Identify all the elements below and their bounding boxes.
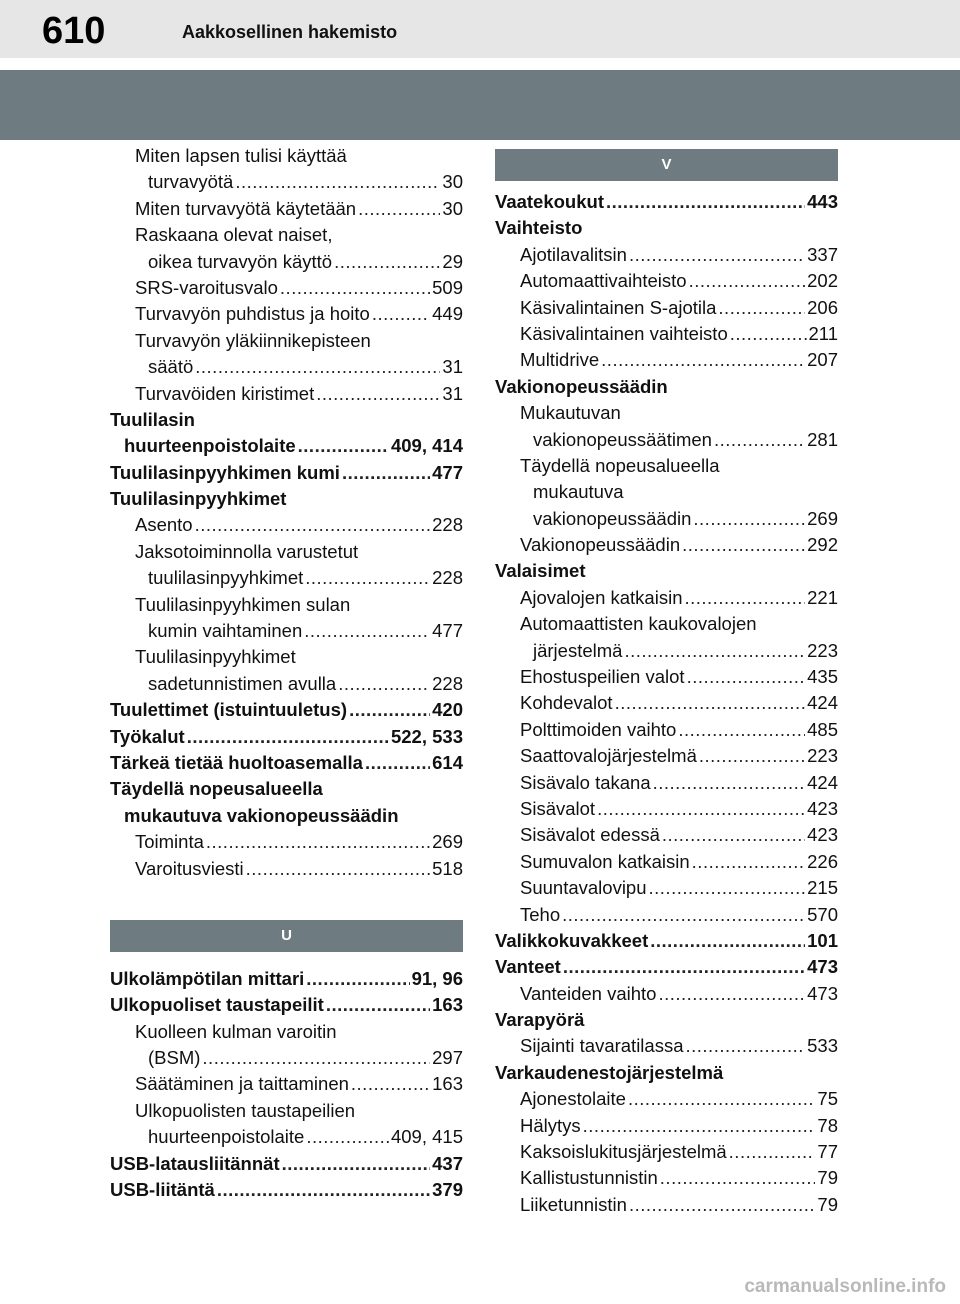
- index-entry-term: huurteenpoistolaite: [124, 435, 296, 457]
- index-entry: [110, 724, 463, 750]
- index-entry: [110, 301, 463, 327]
- watermark: carmanualsonline.info: [744, 1276, 946, 1297]
- index-entry: [495, 849, 838, 875]
- index-entry: [110, 592, 463, 618]
- index-entry-term: mukautuva vakionopeussäädin: [124, 804, 399, 826]
- index-entry: [495, 215, 838, 241]
- index-entry-page: 226: [807, 850, 838, 872]
- index-entry: [495, 479, 838, 505]
- index-entry: [110, 1072, 463, 1098]
- index-list-v: [495, 189, 838, 1218]
- dot-leader: [624, 638, 805, 664]
- index-entry: [495, 822, 838, 848]
- index-entry: [495, 1165, 838, 1191]
- index-entry: [110, 433, 463, 459]
- index-entry-term: Turvavyön yläkiinnikepisteen: [135, 329, 371, 351]
- index-entry: [495, 427, 838, 453]
- dot-leader: [629, 1192, 815, 1218]
- index-entry: [110, 381, 463, 407]
- index-entry: [495, 295, 838, 321]
- dot-leader: [562, 902, 805, 928]
- index-entry-term: Mukautuvan: [520, 402, 621, 424]
- dot-leader: [686, 1033, 806, 1059]
- dot-leader: [650, 928, 805, 954]
- dot-leader: [206, 829, 430, 855]
- index-entry-page: 223: [807, 745, 838, 767]
- index-entry-term: Sisävalot edessä: [520, 824, 660, 846]
- index-entry-term: Turvavyön puhdistus ja hoito: [135, 303, 370, 325]
- index-entry: [110, 222, 463, 248]
- index-entry-page: 269: [807, 507, 838, 529]
- index-entry-term: Vaihteisto: [495, 217, 583, 239]
- index-entry-page: 79: [817, 1167, 838, 1189]
- dot-leader: [692, 849, 805, 875]
- index-entry-page: 31: [442, 356, 463, 378]
- index-entry: [495, 400, 838, 426]
- dot-leader: [628, 1086, 815, 1112]
- index-entry: [110, 143, 463, 169]
- dot-leader: [282, 1151, 431, 1177]
- index-entry-term: Säätäminen ja taittaminen: [135, 1073, 349, 1095]
- index-entry-term: Ulkolämpötilan mittari: [110, 967, 305, 989]
- index-entry-page: 75: [817, 1088, 838, 1110]
- dot-leader: [349, 697, 430, 723]
- index-entry-page: 518: [432, 857, 463, 879]
- header-bar: [0, 0, 960, 58]
- index-entry-page: 228: [432, 567, 463, 589]
- index-entry-term: Kaksoislukitusjärjestelmä: [520, 1141, 727, 1163]
- dot-leader: [601, 347, 805, 373]
- index-entry-page: 522, 533: [390, 725, 463, 747]
- dot-leader: [682, 532, 805, 558]
- dot-leader: [306, 966, 409, 992]
- index-entry-term: Varapyörä: [495, 1009, 585, 1031]
- index-entry-term: Ulkopuolisten taustapeilien: [135, 1099, 356, 1121]
- dot-leader: [235, 169, 440, 195]
- index-entry-page: 449: [432, 303, 463, 325]
- index-entry-page: 614: [432, 751, 463, 773]
- index-entry: [495, 1086, 838, 1112]
- index-entry-page: 29: [442, 250, 463, 272]
- index-entry: [495, 1060, 838, 1086]
- index-entry-term: Kohdevalot: [520, 692, 613, 714]
- index-column-left: [110, 143, 463, 1203]
- index-entry-page: 443: [807, 190, 838, 212]
- index-entry: [495, 532, 838, 558]
- index-entry-term: Asento: [135, 514, 193, 536]
- index-entry-term: Tuulettimet (istuintuuletus): [110, 699, 348, 721]
- index-entry-term: kumin vaihtaminen: [148, 620, 303, 642]
- index-entry-term: Tuulilasinpyyhkimen kumi: [110, 461, 340, 483]
- index-entry: [495, 189, 838, 215]
- index-entry-term: Sijainti tavaratilassa: [520, 1035, 684, 1057]
- index-entry: [495, 875, 838, 901]
- index-entry-term: Hälytys: [520, 1114, 581, 1136]
- index-entry-page: 78: [817, 1114, 838, 1136]
- index-entry-term: Vaatekoukut: [495, 190, 604, 212]
- index-entry: [110, 1045, 463, 1071]
- index-entry-term: Tuulilasin: [110, 408, 195, 430]
- index-entry: [495, 1139, 838, 1165]
- index-entry-page: 223: [807, 639, 838, 661]
- index-entry: [110, 486, 463, 512]
- dot-leader: [298, 433, 389, 459]
- index-entry-term: Vanteiden vaihto: [520, 982, 657, 1004]
- index-entry-page: 409, 414: [390, 435, 463, 457]
- index-entry-page: 101: [807, 929, 838, 951]
- index-entry-term: vakionopeussäätimen: [533, 428, 712, 450]
- index-entry: [110, 407, 463, 433]
- index-entry: [495, 1113, 838, 1139]
- index-entry-term: Varkaudenestojärjestelmä: [495, 1061, 724, 1083]
- index-entry-page: 423: [807, 824, 838, 846]
- index-entry-term: Multidrive: [520, 349, 600, 371]
- index-entry: [495, 585, 838, 611]
- index-entry: [495, 928, 838, 954]
- index-entry-page: 207: [807, 349, 838, 371]
- index-entry: [110, 1151, 463, 1177]
- dot-leader: [563, 954, 805, 980]
- dot-leader: [338, 671, 430, 697]
- index-entry-page: 228: [432, 514, 463, 536]
- index-entry-term: säätö: [148, 356, 194, 378]
- index-entry-page: 292: [807, 534, 838, 556]
- index-entry: [495, 506, 838, 532]
- dot-leader: [372, 301, 430, 327]
- dot-leader: [583, 1113, 816, 1139]
- dot-leader: [195, 354, 440, 380]
- dot-leader: [316, 381, 440, 407]
- index-entry-page: 337: [807, 243, 838, 265]
- index-entry-page: 437: [432, 1152, 463, 1174]
- dot-leader: [687, 664, 806, 690]
- index-entry-term: Sisävalo takana: [520, 771, 651, 793]
- index-entry-page: 533: [807, 1035, 838, 1057]
- index-entry: [495, 374, 838, 400]
- index-entry-term: Vakionopeussäädin: [495, 375, 668, 397]
- index-entry-term: Raskaana olevat naiset,: [135, 224, 333, 246]
- index-entry-term: tuulilasinpyyhkimet: [148, 567, 304, 589]
- dot-leader: [306, 1124, 389, 1150]
- index-entry-term: Miten turvavyötä käytetään: [135, 197, 357, 219]
- dot-leader: [658, 981, 805, 1007]
- index-entry: [495, 268, 838, 294]
- dot-leader: [653, 770, 806, 796]
- index-entry: [495, 981, 838, 1007]
- dot-leader: [729, 1139, 816, 1165]
- index-entry-page: 485: [807, 718, 838, 740]
- index-entry-term: Automaattisten kaukovalojen: [520, 613, 757, 635]
- index-entry-term: Toiminta: [135, 831, 204, 853]
- index-entry: [495, 453, 838, 479]
- dot-leader: [649, 875, 806, 901]
- index-entry-page: 30: [442, 197, 463, 219]
- index-entry: [110, 1124, 463, 1150]
- index-entry: [495, 1034, 838, 1060]
- index-entry-term: sadetunnistimen avulla: [148, 672, 337, 694]
- index-entry-term: vakionopeussäädin: [533, 507, 692, 529]
- index-entry-page: 221: [807, 586, 838, 608]
- index-entry-term: Tuulilasinpyyhkimet: [135, 646, 296, 668]
- index-entry: [110, 512, 463, 538]
- index-entry-page: 473: [807, 982, 838, 1004]
- index-entry-term: Tärkeä tietää huoltoasemalla: [110, 751, 363, 773]
- index-entry: [495, 638, 838, 664]
- dot-leader: [714, 427, 805, 453]
- index-entry-term: Vanteet: [495, 956, 561, 978]
- index-entry-term: Liiketunnistin: [520, 1193, 627, 1215]
- index-entry-term: turvavyötä: [148, 171, 234, 193]
- dot-leader: [718, 295, 805, 321]
- section-title: Aakkosellinen hakemisto: [182, 22, 398, 42]
- index-entry: [495, 717, 838, 743]
- dot-leader: [334, 249, 440, 275]
- index-entry-term: Täydellä nopeusalueella: [110, 778, 323, 800]
- index-entry: [110, 1019, 463, 1045]
- index-entry: [110, 539, 463, 565]
- index-entry-term: Jaksotoiminnolla varustetut: [135, 540, 359, 562]
- index-entry-page: 424: [807, 771, 838, 793]
- index-column-right: [495, 143, 838, 1218]
- index-entry: [495, 1007, 838, 1033]
- index-entry-term: USB-latausliitännät: [110, 1152, 280, 1174]
- index-entry-page: 435: [807, 666, 838, 688]
- index-entry-term: Valaisimet: [495, 560, 586, 582]
- index-entry: [495, 242, 838, 268]
- index-entry-term: Suuntavalovipu: [520, 877, 647, 899]
- index-entry: [110, 1177, 463, 1203]
- index-entry: [110, 249, 463, 275]
- index-entry-page: 424: [807, 692, 838, 714]
- index-entry-page: 420: [432, 699, 463, 721]
- dot-leader: [699, 743, 805, 769]
- index-entry: [110, 644, 463, 670]
- index-entry-term: Miten lapsen tulisi käyttää: [135, 145, 347, 166]
- index-entry-page: 269: [432, 831, 463, 853]
- index-entry-page: 379: [432, 1179, 463, 1201]
- index-entry-term: Kuolleen kulman varoitin: [135, 1020, 337, 1042]
- index-entry-term: Tuulilasinpyyhkimet: [110, 488, 287, 510]
- index-entry: [495, 347, 838, 373]
- index-entry: [110, 856, 463, 882]
- index-entry-term: SRS-varoitusvalo: [135, 276, 278, 298]
- index-entry: [110, 803, 463, 829]
- dot-leader: [342, 460, 430, 486]
- index-entry-term: Automaattivaihteisto: [520, 270, 687, 292]
- index-list-t: [110, 143, 463, 882]
- index-entry-term: Käsivalintainen vaihteisto: [520, 322, 728, 344]
- index-entry-page: 509: [432, 276, 463, 298]
- index-entry: [495, 321, 838, 347]
- dot-leader: [629, 242, 805, 268]
- index-entry: [495, 664, 838, 690]
- index-entry: [110, 565, 463, 591]
- index-entry: [110, 460, 463, 486]
- index-entry-page: 30: [442, 171, 463, 193]
- dot-leader: [280, 275, 430, 301]
- dot-leader: [358, 196, 440, 222]
- index-entry-page: 91, 96: [411, 967, 463, 989]
- index-entry-term: mukautuva: [533, 481, 624, 503]
- index-entry-term: Tuulilasinpyyhkimen sulan: [135, 593, 351, 615]
- index-entry: [110, 992, 463, 1018]
- index-entry: [110, 829, 463, 855]
- index-entry: [495, 902, 838, 928]
- index-entry-term: Vakionopeussäädin: [520, 534, 681, 556]
- index-entry-term: Turvavöiden kiristimet: [135, 382, 315, 404]
- index-entry: [110, 618, 463, 644]
- index-entry-term: Työkalut: [110, 725, 185, 747]
- index-entry-page: 215: [807, 877, 838, 899]
- letter-heading-u: U: [110, 920, 463, 952]
- dot-leader: [305, 565, 430, 591]
- dot-leader: [678, 717, 805, 743]
- index-entry-page: 281: [807, 428, 838, 450]
- index-entry: [110, 776, 463, 802]
- dot-leader: [304, 618, 430, 644]
- index-entry-term: Ajotilavalitsin: [520, 243, 627, 265]
- index-entry-page: 77: [817, 1141, 838, 1163]
- dot-leader: [195, 512, 431, 538]
- dot-leader: [689, 268, 806, 294]
- index-entry-term: Täydellä nopeusalueella: [520, 454, 720, 476]
- index-entry-page: 163: [432, 1073, 463, 1095]
- dot-leader: [615, 690, 806, 716]
- index-entry: [110, 750, 463, 776]
- index-entry: [495, 743, 838, 769]
- index-entry-page: 211: [808, 322, 838, 344]
- index-entry-page: 202: [807, 270, 838, 292]
- dot-leader: [730, 321, 807, 347]
- index-entry: [495, 690, 838, 716]
- index-entry-term: Käsivalintainen S-ajotila: [520, 296, 717, 318]
- index-entry: [495, 770, 838, 796]
- index-entry: [110, 966, 463, 992]
- index-entry-term: huurteenpoistolaite: [148, 1126, 305, 1148]
- index-entry: [110, 354, 463, 380]
- dot-leader: [351, 1071, 430, 1097]
- index-list-u: [110, 966, 463, 1204]
- index-entry-page: 297: [432, 1047, 463, 1069]
- index-entry-page: 477: [432, 461, 463, 483]
- index-entry-term: Polttimoiden vaihto: [520, 718, 677, 740]
- index-entry-page: 79: [817, 1193, 838, 1215]
- index-entry-page: 228: [432, 672, 463, 694]
- page-number: 610: [42, 10, 106, 52]
- index-entry-term: Ulkopuoliset taustapeilit: [110, 994, 324, 1016]
- index-entry-term: Ajonestolaite: [520, 1088, 626, 1110]
- index-entry-term: oikea turvavyön käyttö: [148, 250, 333, 272]
- index-entry-page: 163: [432, 994, 463, 1016]
- index-entry-page: 473: [807, 956, 838, 978]
- index-entry-term: Teho: [520, 903, 561, 925]
- index-entry: [110, 196, 463, 222]
- index-entry-page: 31: [442, 382, 463, 404]
- index-entry-term: Sumuvalon katkaisin: [520, 850, 690, 872]
- index-entry: [495, 954, 838, 980]
- header-band: [0, 70, 960, 140]
- dot-leader: [597, 796, 805, 822]
- dot-leader: [202, 1045, 430, 1071]
- index-entry-term: Sisävalot: [520, 797, 596, 819]
- index-entry-term: Valikkokuvakkeet: [495, 929, 649, 951]
- dot-leader: [326, 992, 430, 1018]
- index-entry-page: 409, 415: [390, 1126, 463, 1148]
- index-entry: [495, 558, 838, 584]
- dot-leader: [217, 1177, 430, 1203]
- index-entry-page: 206: [807, 296, 838, 318]
- dot-leader: [684, 585, 805, 611]
- index-entry-term: Varoitusviesti: [135, 857, 244, 879]
- dot-leader: [365, 750, 430, 776]
- index-entry: [495, 1192, 838, 1218]
- index-entry-term: järjestelmä: [533, 639, 623, 661]
- index-entry-term: Kallistustunnistin: [520, 1167, 658, 1189]
- letter-heading-v: V: [495, 149, 838, 181]
- index-entry: [110, 169, 463, 195]
- dot-leader: [606, 189, 805, 215]
- index-entry: [110, 328, 463, 354]
- index-entry-term: USB-liitäntä: [110, 1179, 215, 1201]
- dot-leader: [693, 506, 805, 532]
- index-entry-term: Saattovalojärjestelmä: [520, 745, 697, 767]
- index-entry-page: 423: [807, 797, 838, 819]
- index-entry-term: (BSM): [148, 1047, 201, 1069]
- index-entry: [110, 1098, 463, 1124]
- index-entry: [110, 671, 463, 697]
- index-entry: [110, 275, 463, 301]
- index-entry-term: Ajovalojen katkaisin: [520, 586, 683, 608]
- dot-leader: [187, 724, 389, 750]
- index-entry: [110, 697, 463, 723]
- index-entry-page: 570: [807, 903, 838, 925]
- section-gap: [110, 882, 463, 920]
- index-entry-page: 477: [432, 620, 463, 642]
- dot-leader: [246, 856, 430, 882]
- index-entry-term: Ehostuspeilien valot: [520, 666, 685, 688]
- index-entry: [495, 796, 838, 822]
- dot-leader: [660, 1165, 816, 1191]
- index-entry: [495, 611, 838, 637]
- dot-leader: [662, 822, 805, 848]
